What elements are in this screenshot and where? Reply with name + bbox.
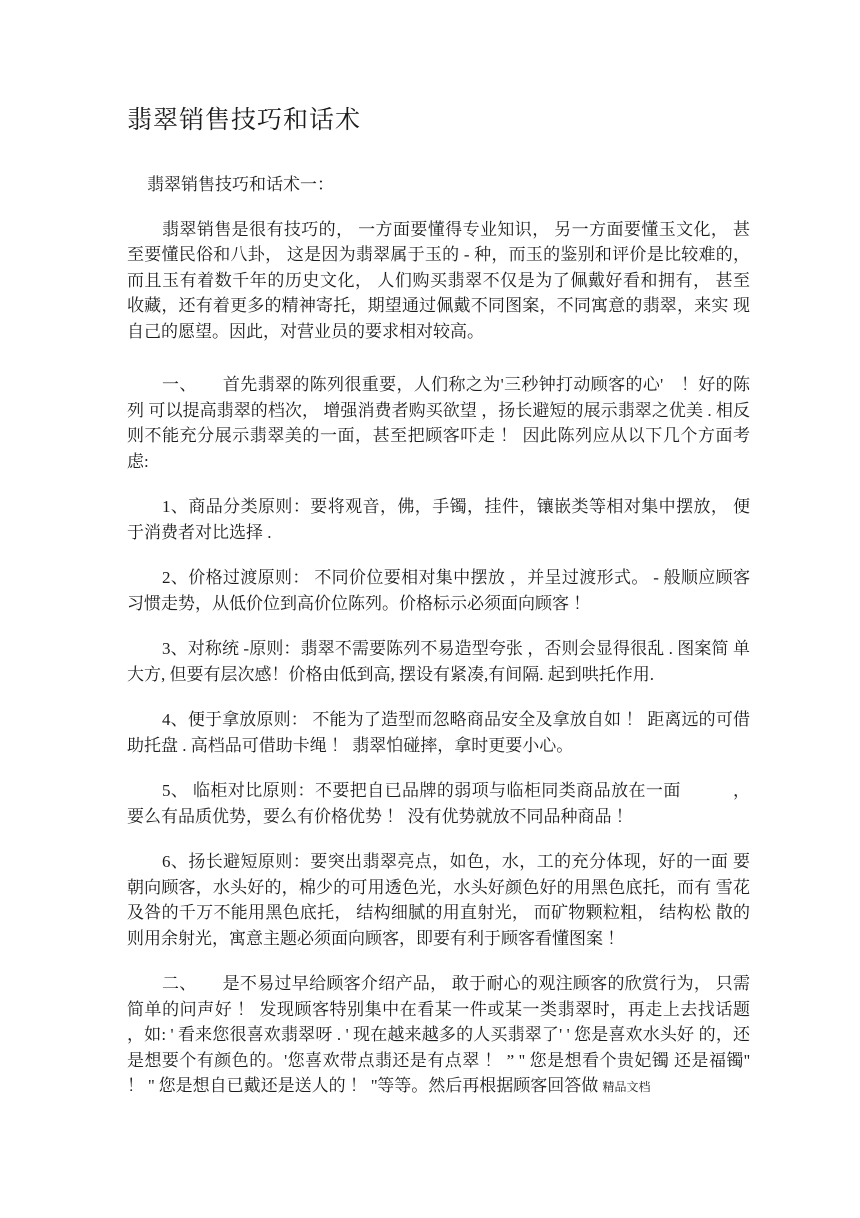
list-item-4: 4、便于拿放原则： 不能为了造型而忽略商品安全及拿放自如 ！ 距离远的可借 助托盘 . 高档品可借助卡绳 ！ 翡翠怕碰摔，拿时更要小心。: [127, 710, 750, 755]
list-item-5: 5、 临柜对比原则：不要把自已品牌的弱项与临柜同类商品放在一面 ，要么有品质优势，要么有价格优势 ！ 没有优势就放不同品种商品 ！: [127, 781, 750, 826]
document-subtitle: 翡翠销售技巧和话术一：: [147, 175, 334, 194]
list-item-6: 6、扬长避短原则：要突出翡翠亮点，如色，水，工的充分体现，好的一面 要朝向顾客，水头好的，棉少的可用透色光，水头好颜色好的用黑色底托，而有 雪花及咎的千万不能用黑色底托， 结构细腻的用直射光， 而矿物颗粒粗， 结构松 散的则用余射光，寓意主题必须面向顾客，即要有利于顾客看懂图案 ！: [127, 852, 750, 948]
section-one-lead-paragraph: 一、 首先翡翠的陈列很重要，人们称之为'三秒钟打动顾客的心' ！好的陈列 可以提高翡翠的档次， 增强消费者购买欲望 ，扬长避短的展示翡翠之优美 . 相反 则不能充分展示翡翠美的一面，甚至把顾客吓走 ！ 因此陈列应从以下几个方面考 虑:: [127, 375, 750, 471]
intro-paragraph: 翡翠销售是很有技巧的， 一方面要懂得专业知识， 另一方面要懂玉文化， 甚 至要懂民俗和八卦， 这是因为翡翠属于玉的 - 种，而玉的鉴别和评价是比较难的， 而且玉有着数千年的历史文化， 人们购买翡翠不仅是为了佩戴好看和拥有， 甚至 收藏，还有着更多的精神寄托，期望通过佩戴不同图案，不同寓意的翡翠，来实 现自己的愿望。因此，对营业员的要求相对较高。: [127, 219, 750, 341]
section-two-paragraph: [127, 971, 750, 1101]
section-two-text: 二、 是不易过早给顾客介绍产品， 敢于耐心的观注顾客的欣赏行为， 只需简单的问声好 ！ 发现顾客特别集中在看某一件或某一类翡翠时，再走上去找话题 ，如: ' 看来您很喜欢翡翠呀 . ' 现在越来越多的人买翡翠了' ' 您是喜欢水头好 的，还是想要个有颜色的。'您喜欢带点翡还是有点翠 ！ ” '' 您是想看个贵妃镯 还是福镯'' ！ '' 您是想自已戴还是送人的 ！ ''等等。然后再根据顾客回答做: [127, 974, 750, 1095]
page-title: 翡翠销售技巧和话术: [127, 107, 362, 134]
list-item-3: 3、对称统 -原则：翡翠不需要陈列不易造型夸张 ，否则会显得很乱 . 图案简 单大方, 但要有层次感！价格由低到高, 摆设有紧凑,有间隔. 起到哄托作用.: [127, 639, 750, 684]
list-item-1: 1、商品分类原则：要将观音，佛，手镯，挂件，镶嵌类等相对集中摆放， 便于消费者对比选择 .: [127, 497, 750, 542]
document-watermark-label: 精品文档: [602, 1080, 651, 1094]
list-item-2: 2、价格过渡原则： 不同价位要相对集中摆放 ，并呈过渡形式。 - 般顺应顾客 习惯走势，从低价位到高价位陈列。价格标示必须面向顾客 ！: [127, 568, 750, 613]
